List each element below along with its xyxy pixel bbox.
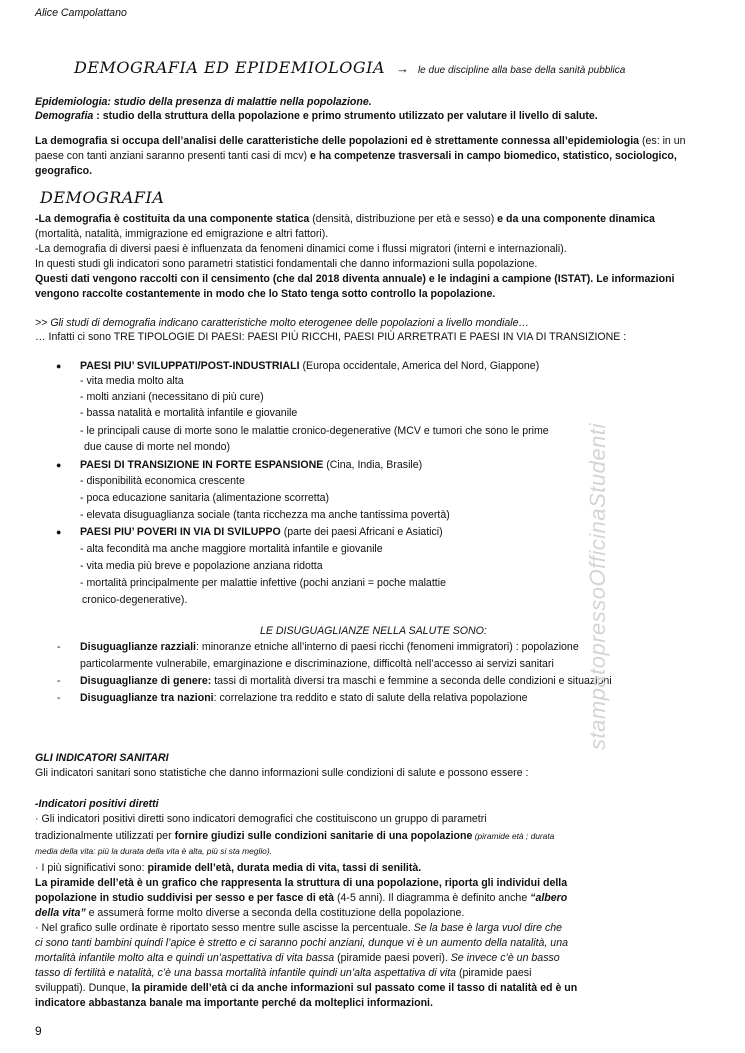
group-1-item: - le principali cause di morte sono le malattie cronico-degenerative (MCV e tumori che sono le prime (80, 425, 549, 437)
def-demografia: Demografia : studio della struttura della popolazione e primo strumento utilizzato per valutare il livello di salute. (35, 110, 598, 122)
indicatori-p8: · Nel grafico sulle ordinate è riportato sesso mentre sulle ascisse la percentuale. Se la base è larga vuol dire che (35, 922, 563, 934)
indicatori-p3: media della vita: più la durata della vita è alta, più si sta meglio). (35, 846, 272, 856)
indicatori-p11: tasso di fertilità e natalità, c’è una bassa mortalità infantile quindi un’alta aspettativa di vita (piramide paesi (35, 967, 532, 979)
dash-marker: - (57, 641, 61, 653)
indicatori-p1: · Gli indicatori positivi diretti sono indicatori demografici che costituiscono un gruppo di parametri (35, 813, 487, 825)
group-1-item: - vita media molto alta (80, 375, 184, 387)
indicatori-p4: · I più significativi sono: piramide dell’età, durata media di vita, tassi di senilità. (35, 862, 422, 874)
indicatori-intro: Gli indicatori sanitari sono statistiche che danno informazioni sulle condizioni di salute e possono essere : (35, 767, 529, 779)
demografia-line-5: Questi dati vengono raccolti con il censimento (che dal 2018 diventa annuale) e le indagini a campione (ISTAT). Le informazioni (35, 273, 675, 285)
page-title-row (74, 60, 625, 78)
demografia-line-6: vengono raccolte costantemente in modo che lo Stato tenga sotto controllo la popolazione. (35, 288, 496, 300)
group-2-item: - poca educazione sanitaria (alimentazione scorretta) (80, 492, 330, 504)
demografia-line-3: -La demografia di diversi paesi è influenzata da fenomeni dinamici come i flussi migratori (interni e internazionali). (35, 243, 567, 255)
disug-nazioni: Disuguaglianze tra nazioni: correlazione tra reddito e stato di salute della relativa popolazione (80, 692, 528, 704)
intro-line-1: La demografia si occupa dell’analisi delle caratteristiche delle popolazioni ed è strettamente connessa all’epidemiologia (es: in un (35, 135, 686, 147)
group-1-item: due cause di morte nel mondo) (84, 441, 231, 453)
indicatori-p12: sviluppati). Dunque, la piramide dell’età ci da anche informazioni sul passato come il tasso di natalità ed è un (35, 982, 578, 994)
disug-razziali: Disuguaglianze razziali: minoranze etniche all’interno di paesi ricchi (fenomeni immigratori) : popolazione (80, 641, 579, 653)
author-name: Alice Campolattano (35, 7, 127, 19)
dash-marker: - (57, 675, 61, 687)
bullet-icon: ● (56, 527, 62, 537)
group-1-item: - molti anziani (necessitano di più cure) (80, 391, 264, 403)
page-number: 9 (35, 1024, 42, 1038)
indicatori-p6: popolazione in studio suddivisi per sesso e per fasce di età (4-5 anni). Il diagramma è definito anche “albero (35, 892, 568, 904)
demografia-line-2: (mortalità, natalità, immigrazione ed emigrazione e altri fattori). (35, 228, 329, 240)
demografia-line-1: -La demografia è costituita da una componente statica (densità, distribuzione per età e sesso) e da una componente dinamica (35, 213, 655, 225)
def-epidemiologia: Epidemiologia: studio della presenza di malattie nella popolazione. (35, 96, 372, 108)
title-arrow: → (396, 61, 409, 76)
disug-genere: Disuguaglianze di genere: tassi di mortalità diversi tra maschi e femmine a seconda delle condizioni e situazioni (80, 675, 612, 687)
intro-line-3: geografico. (35, 165, 93, 177)
group-1-heading: PAESI PIU’ SVILUPPATI/POST-INDUSTRIALI (Europa occidentale, America del Nord, Giappone) (80, 360, 540, 372)
indicatori-p2: tradizionalmente utilizzati per fornire giudizi sulle condizioni sanitarie di una popolazione (piramide età ; durata (35, 830, 555, 842)
group-3-item: - alta fecondità ma anche maggiore mortalità infantile e giovanile (80, 543, 383, 555)
dash-marker: - (57, 692, 61, 704)
group-3-item: - mortalità principalmente per malattie infettive (pochi anziani = poche malattie (80, 577, 446, 589)
indicatori-heading: GLI INDICATORI SANITARI (35, 752, 169, 764)
group-2-item: - elevata disuguaglianza sociale (tanta ricchezza ma anche tantissima povertà) (80, 509, 450, 521)
group-3-item: cronico-degenerative). (82, 594, 188, 606)
disuguaglianze-heading: LE DISUGUAGLIANZE NELLA SALUTE SONO: (260, 625, 487, 637)
title-subtitle: le due discipline alla base della sanità pubblica (417, 65, 626, 76)
group-2-heading: PAESI DI TRANSIZIONE IN FORTE ESPANSIONE (Cina, India, Brasile) (80, 459, 423, 471)
indicatori-p10: mortalità infantile molto alta e quindi un’aspettativa di vita bassa (piramide paesi poveri). Se invece c’è un basso (35, 952, 560, 964)
demografia-line-8: … Infatti ci sono TRE TIPOLOGIE DI PAESI: PAESI PIÙ RICCHI, PAESI PIÙ ARRETRATI E PAESI IN VIA DI TRANSIZIONE : (35, 331, 627, 343)
group-3-item: - vita media più breve e popolazione anziana ridotta (80, 560, 323, 572)
demografia-line-7: >> Gli studi di demografia indicano caratteristiche molto eterogenee delle popolazioni a livello mondiale… (35, 317, 530, 329)
disug-razziali-cont: particolarmente vulnerabile, emarginazione e discriminazione, difficoltà nell’accesso ai servizi sanitari (80, 658, 554, 670)
demografia-line-4: In questi studi gli indicatori sono parametri statistici fondamentali che danno informazioni sulla popolazione. (35, 258, 538, 270)
section-heading-demografia: DEMOGRAFIA (40, 188, 165, 207)
group-1-item: - bassa natalità e mortalità infantile e giovanile (80, 407, 298, 419)
bullet-icon: ● (56, 361, 62, 371)
group-2-item: - disponibilità economica crescente (80, 475, 245, 487)
intro-line-2: paese con tanti anziani saranno presenti tanti casi di mcv) e ha competenze trasversali in campo biomedico, statistico, sociologico, (35, 150, 677, 162)
watermark-text: stampatopressoOfficinaStudenti (585, 423, 610, 750)
bullet-icon: ● (56, 460, 62, 470)
page-title: DEMOGRAFIA ED EPIDEMIOLOGIA (74, 58, 386, 77)
indicatori-subheading: -Indicatori positivi diretti (35, 798, 159, 810)
indicatori-p13: indicatore abbastanza banale ma importante perché da molteplici informazioni. (35, 997, 433, 1009)
indicatori-p9: ci sono tanti bambini quindi l’apice è stretto e ci saranno pochi anziani, dunque vi è un aumento della natalità, una (35, 937, 568, 949)
group-3-heading: PAESI PIU’ POVERI IN VIA DI SVILUPPO (parte dei paesi Africani e Asiatici) (80, 526, 443, 538)
indicatori-p7: della vita” e assumerà forme molto diverse a seconda della costituzione della popolazione. (35, 907, 465, 919)
indicatori-p5: La piramide dell’età è un grafico che rappresenta la struttura di una popolazione, riporta gli individui della (35, 877, 568, 889)
